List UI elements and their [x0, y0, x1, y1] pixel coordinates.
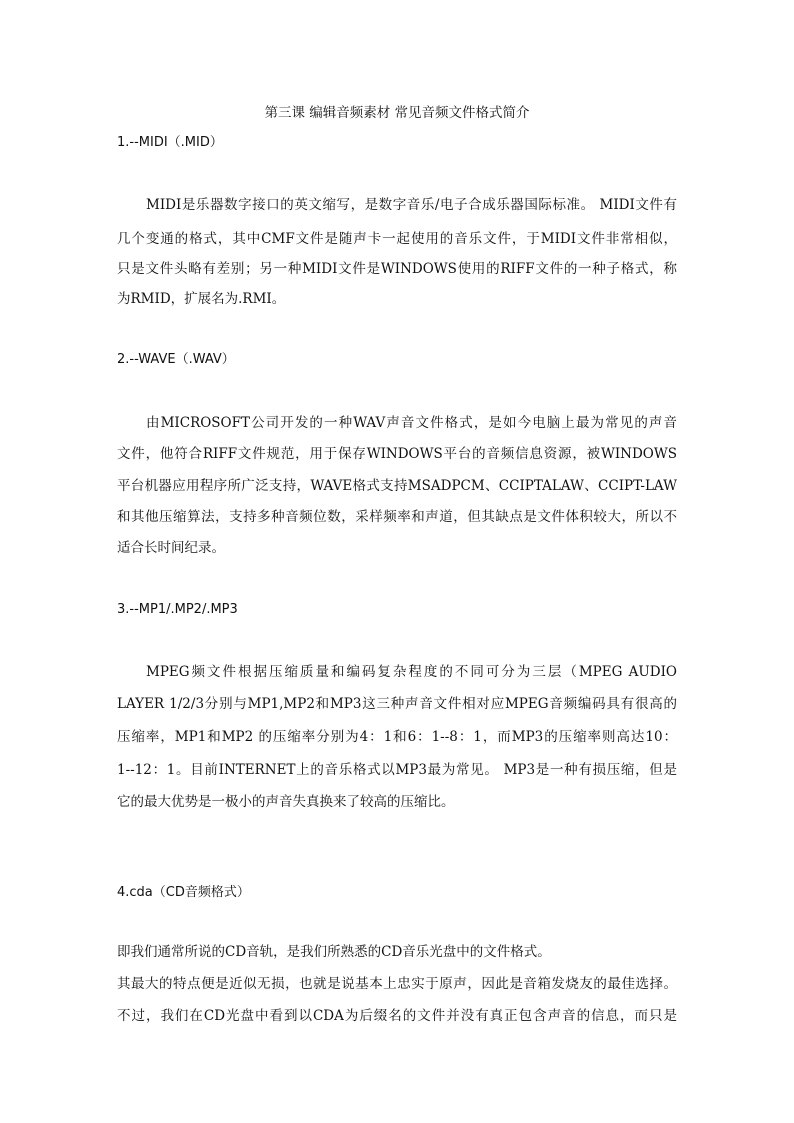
paragraph-line: 为RMID，扩展名为.RMI。	[117, 291, 286, 307]
paragraph-line: 它的最大优势是一极小的声音失真换来了较高的压缩比。	[117, 794, 455, 810]
paragraph-line: 其最大的特点便是近似无损，也就是说基本上忠实于原声，因此是音箱发烧友的最佳选择。	[117, 976, 677, 992]
paragraph-line: 不过，我们在CD光盘中看到以CDA为后缀名的文件并没有真正包含声音的信息，而只是	[117, 1008, 677, 1024]
paragraph-line: 文件，他符合RIFF文件规范，用于保存WINDOWS平台的音频信息资源，被WINDOWS	[117, 446, 677, 462]
section-heading-wave: 2.--WAVE（.WAV）	[117, 352, 235, 367]
paragraph-line: 压缩率，MP1和MP2 的压缩率分别为4：1和6：1--8：1，而MP3的压缩率则高达10：	[117, 729, 677, 745]
page-title: 第三课 编辑音频素材 常见音频文件格式简介	[264, 105, 530, 121]
paragraph-line: 只是文件头略有差别；另一种MIDI文件是WINDOWS使用的RIFF文件的一种子格式，称	[117, 261, 677, 277]
paragraph-line: 适合长时间纪录。	[117, 540, 225, 556]
section-heading-mp3: 3.--MP1/.MP2/.MP3	[117, 602, 238, 617]
paragraph-line: 即我们通常所说的CD音轨，是我们所熟悉的CD音乐光盘中的文件格式。	[117, 944, 551, 960]
paragraph-line: 由MICROSOFT公司开发的一种WAV声音文件格式，是如今电脑上最为常见的声音	[146, 415, 677, 431]
paragraph-line: MPEG频文件根据压缩质量和编码复杂程度的不同可分为三层（MPEG AUDIO	[146, 664, 677, 680]
paragraph-line: 和其他压缩算法，支持多种音频位数，采样频率和声道，但其缺点是文件体积较大，所以不	[117, 509, 677, 525]
paragraph-line: 平台机器应用程序所广泛支持，WAVE格式支持MSADPCM、CCIPTALAW、CCIPT-LAW	[117, 478, 677, 494]
paragraph-line: 几个变通的格式，其中CMF文件是随声卡一起使用的音乐文件，于MIDI文件非常相似，	[117, 231, 677, 247]
paragraph-line: LAYER 1/2/3分别与MP1,MP2和MP3这三种声音文件相对应MPEG音频编码具有很高的	[117, 696, 677, 712]
paragraph-line: 1--12：1。目前INTERNET上的音乐格式以MP3最为常见。 MP3是一种有损压缩，但是	[117, 762, 677, 778]
section-heading-cda: 4.cda（CD音频格式）	[117, 885, 250, 900]
section-heading-midi: 1.--MIDI（.MID）	[117, 135, 223, 150]
paragraph-line: MIDI是乐器数字接口的英文缩写，是数字音乐/电子合成乐器国际标准。 MIDI文件有	[146, 197, 677, 213]
